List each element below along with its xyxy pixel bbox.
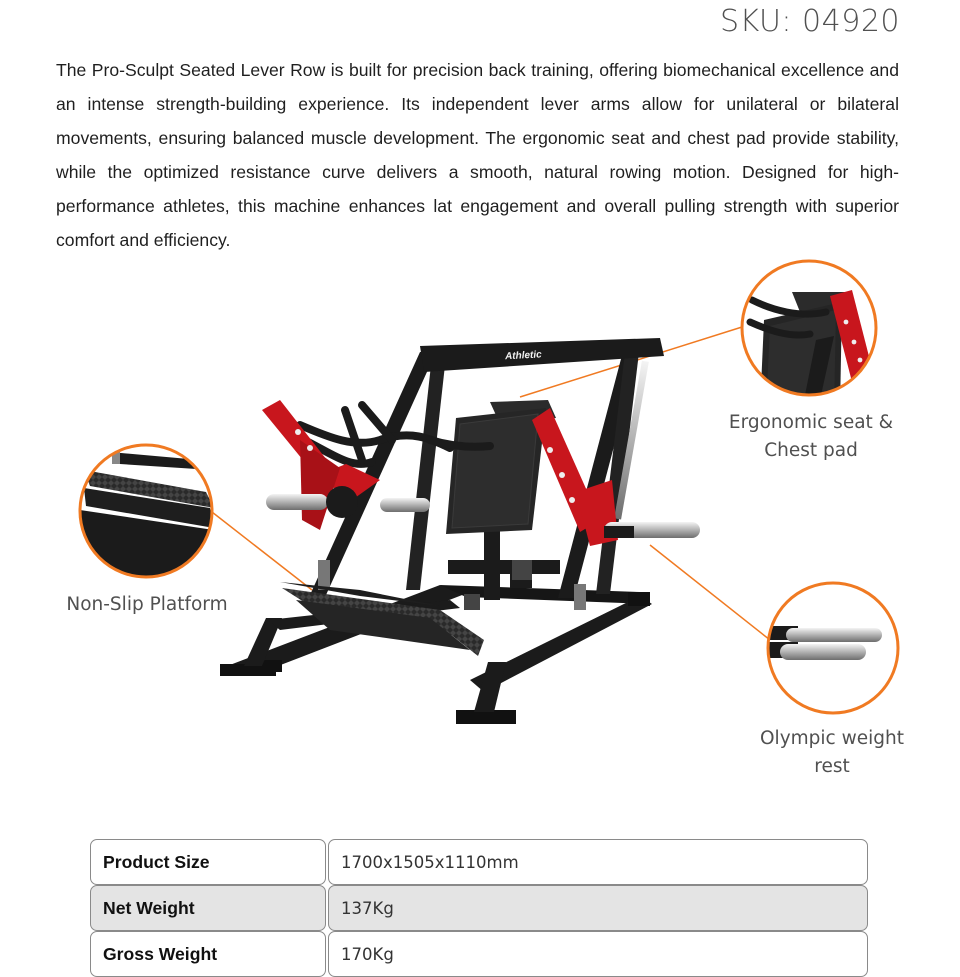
platform-callout	[80, 444, 214, 580]
seat-callout-text: Ergonomic seat & Chest pad	[728, 412, 894, 461]
sku-label: SKU: 04920	[720, 4, 900, 39]
spec-value: 170Kg	[328, 931, 868, 977]
frame-brand-text: Athletic	[504, 349, 542, 363]
spec-label: Net Weight	[90, 885, 326, 931]
seat-callout	[742, 260, 876, 410]
platform-leader-line	[212, 512, 312, 590]
spec-value: 1700x1505x1110mm	[328, 839, 868, 885]
specs-table	[90, 839, 868, 977]
spec-label: Gross Weight	[90, 931, 326, 977]
olympic-callout-label: Olympic weight rest	[760, 728, 904, 777]
seat-callout-label	[728, 409, 894, 465]
platform-callout-label: Non-Slip Platform	[66, 594, 228, 615]
seated-lever-row-machine	[220, 338, 700, 724]
spec-row	[90, 931, 868, 977]
spec-row	[90, 839, 868, 885]
olympic-leader-line	[650, 545, 770, 640]
olympic-callout	[768, 582, 898, 714]
spec-row	[90, 885, 868, 931]
spec-label: Product Size	[90, 839, 326, 885]
product-description: The Pro-Sculpt Seated Lever Row is built for precision back training, offering biomechanical excellence and an intense strength-building experience. Its independent lever arms allow for unilateral or bilateral movements, ensuring balanced muscle development. The ergonomic seat and chest pad provide stability, while the optimized resistance curve delivers a smooth, natural rowing motion. Designed for high-performance athletes, this machine enhances lat engagement and overall pulling strength with superior comfort and efficiency.	[56, 60, 899, 250]
spec-value: 137Kg	[328, 885, 868, 931]
